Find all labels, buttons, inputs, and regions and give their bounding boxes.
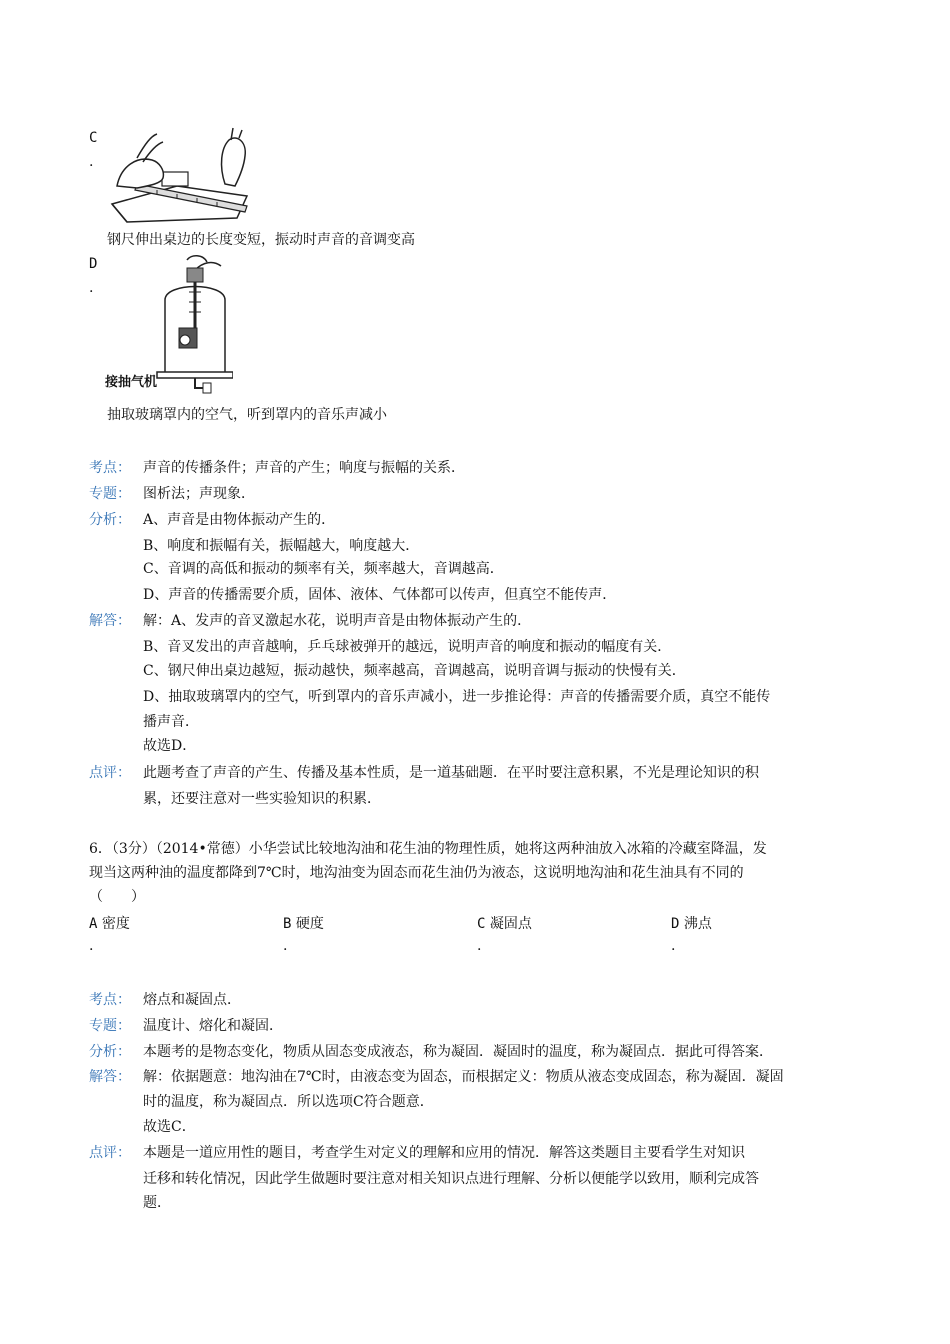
jieda-line: 解：A、发声的音叉激起水花，说明声音是由物体振动产生的． (143, 613, 532, 629)
fenxi-label: 分析： (89, 512, 131, 528)
option-d-dot: . (89, 280, 94, 296)
q6-kaodian-text: 熔点和凝固点． (143, 992, 241, 1008)
q6-kaodian-label: 考点： (89, 992, 131, 1008)
option-c-letter: C (89, 130, 98, 146)
question6-stem-line: 6．（3分）（2014•常德）小华尝试比较地沟油和花生油的物理性质，她将这两种油放入冰箱的冷藏室降温，发 (89, 841, 767, 857)
q6-option-text: 硬度 (295, 916, 324, 932)
question6-stem-line: （ ） (89, 889, 145, 905)
q6-option-b (283, 913, 324, 933)
q6-zhuanti-text: 温度计、熔化和凝固． (143, 1018, 283, 1034)
q6-jieda-line: 时的温度，称为凝固点．所以选项C符合题意． (143, 1094, 434, 1110)
kaodian-label: 考点： (89, 460, 131, 476)
fenxi-line: D、声音的传播需要介质，固体、液体、气体都可以传声，但真空不能传声． (143, 587, 617, 603)
vacuum-pump-label: 接抽气机 (105, 375, 158, 390)
q6-option-letter: A (89, 916, 98, 932)
bell-jar-illustration (103, 252, 233, 398)
jieda-line: C、钢尺伸出桌边越短，振动越快，频率越高，音调越高，说明音调与振动的快慢有关． (143, 663, 686, 679)
question6-stem-line: 现当这两种油的温度都降到7℃时，地沟油变为固态而花生油仍为液态，这说明地沟油和花生油具有不同的 (89, 865, 744, 881)
q6-option-text: 沸点 (683, 916, 712, 932)
q6-option-d (671, 913, 712, 933)
q6-option-dot: . (89, 938, 94, 954)
q6-option-text: 凝固点 (489, 916, 532, 932)
dianping-line: 此题考查了声音的产生、传播及基本性质，是一道基础题．在平时要注意积累，不光是理论知识的积 (143, 765, 759, 781)
dianping-label: 点评： (89, 765, 131, 781)
q6-option-letter: C (477, 916, 486, 932)
q6-fenxi-text: 本题考的是物态变化，物质从固态变成液态，称为凝固．凝固时的温度，称为凝固点．据此可得答案． (143, 1044, 773, 1060)
jieda-line: B、音叉发出的声音越响，乒乓球被弹开的越远，说明声音的响度和振动的幅度有关． (143, 639, 672, 655)
q6-jieda-line: 故选C． (143, 1119, 196, 1135)
option-d-caption: 抽取玻璃罩内的空气，听到罩内的音乐声减小 (107, 407, 387, 423)
q6-option-dot: . (477, 938, 482, 954)
fenxi-line: C、音调的高低和振动的频率有关，频率越大，音调越高． (143, 561, 504, 577)
q6-option-a (89, 913, 130, 933)
q6-jieda-line: 解：依据题意：地沟油在7℃时，由液态变为固态，而根据定义：物质从液态变成固态，称为凝固．凝固 (143, 1069, 784, 1085)
q6-option-c (477, 913, 532, 933)
option-d-letter: D (89, 256, 98, 272)
q6-option-dot: . (671, 938, 676, 954)
dianping-line: 累，还要注意对一些实验知识的积累． (143, 791, 381, 807)
q6-option-text: 密度 (101, 916, 130, 932)
q6-dianping-line: 本题是一道应用性的题目，考查学生对定义的理解和应用的情况．解答这类题目主要看学生对知识 (143, 1145, 745, 1161)
q6-option-letter: B (283, 916, 292, 932)
zhuanti-text: 图析法；声现象． (143, 486, 255, 502)
q6-dianping-label: 点评： (89, 1145, 131, 1161)
q6-dianping-line: 题． (143, 1195, 171, 1211)
q6-option-letter: D (671, 916, 680, 932)
q6-dianping-line: 迁移和转化情况，因此学生做题时要注意对相关知识点进行理解、分析以便能学以致用，顺利完成答 (143, 1171, 759, 1187)
q6-fenxi-label: 分析： (89, 1044, 131, 1060)
option-c-caption: 钢尺伸出桌边的长度变短，振动时声音的音调变高 (107, 232, 415, 248)
kaodian-text: 声音的传播条件；声音的产生；响度与振幅的关系． (143, 460, 465, 476)
q6-option-dot: . (283, 938, 288, 954)
steel-ruler-illustration (107, 126, 257, 224)
jieda-label: 解答： (89, 613, 131, 629)
jieda-line: D、抽取玻璃罩内的空气，听到罩内的音乐声减小，进一步推论得：声音的传播需要介质，真空不能传 (143, 689, 771, 705)
q6-jieda-label: 解答： (89, 1069, 131, 1085)
jieda-line: 播声音． (143, 714, 199, 730)
jieda-line: 故选D． (143, 738, 197, 754)
option-c-dot: . (89, 154, 94, 170)
fenxi-line: B、响度和振幅有关，振幅越大，响度越大． (143, 538, 420, 554)
fenxi-line: A、声音是由物体振动产生的． (143, 512, 336, 528)
zhuanti-label: 专题： (89, 486, 131, 502)
q6-zhuanti-label: 专题： (89, 1018, 131, 1034)
